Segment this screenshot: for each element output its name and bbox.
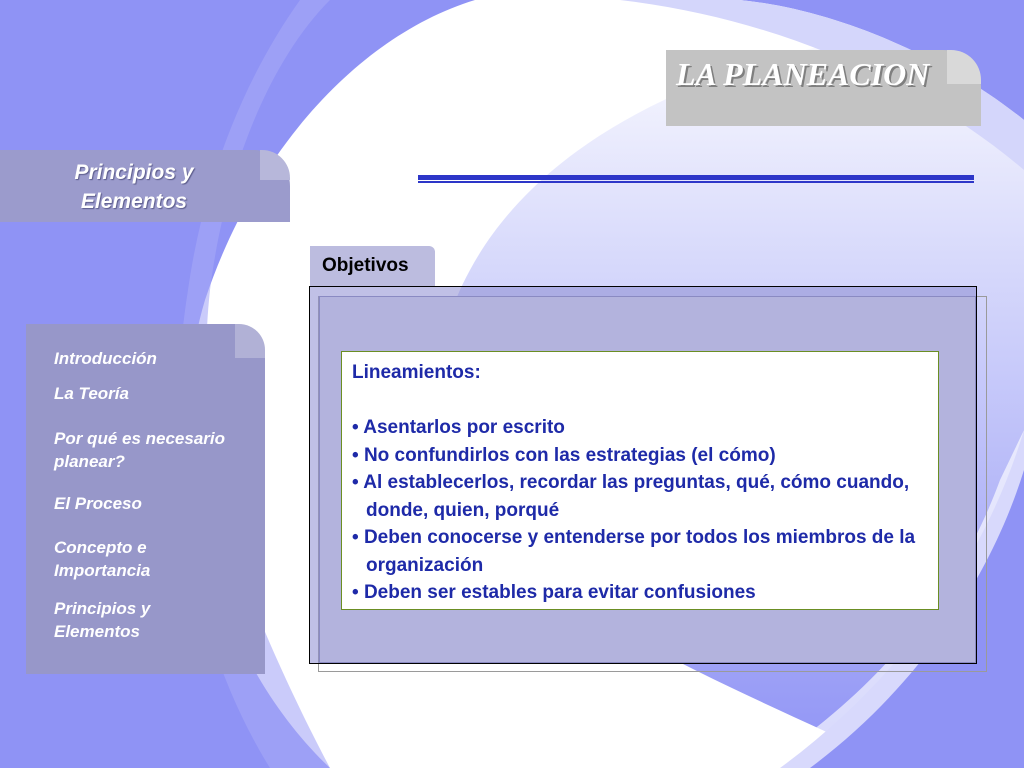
nav-item-label: La Teoría: [54, 384, 129, 403]
nav-item-label-line1: Principios y: [54, 599, 151, 618]
nav-item-label-line1: Concepto e: [54, 538, 147, 557]
objetivos-tab-label: Objetivos: [322, 255, 409, 276]
section-title: [0, 158, 268, 216]
list-item: [352, 579, 932, 607]
lineamientos-list: [352, 414, 932, 607]
list-item-text: Al establecerlos, recordar las preguntas, qué, cómo cuando, donde, quien, porqué: [363, 472, 910, 521]
nav-item-label-line1: Por qué es necesario: [54, 429, 226, 448]
section-title-line2: Elementos: [80, 190, 188, 213]
list-item: [352, 442, 932, 470]
list-item: [352, 524, 932, 579]
nav-item-concepto-importancia[interactable]: [54, 536, 150, 582]
section-title-line1: Principios y: [74, 161, 194, 184]
nav-item-por-que-planear[interactable]: [54, 427, 225, 473]
bullet-glyph: •: [352, 444, 359, 466]
nav-panel: [26, 324, 265, 674]
nav-item-introduccion[interactable]: [54, 347, 157, 370]
nav-item-principios-elementos[interactable]: [54, 597, 150, 643]
nav-item-label: Introducción: [54, 349, 157, 368]
nav-item-label-line2: Importancia: [54, 561, 151, 580]
lineamientos-heading: Lineamientos:: [352, 362, 481, 383]
nav-item-label: El Proceso: [54, 494, 142, 513]
objetivos-tab[interactable]: [310, 246, 435, 286]
nav-item-el-proceso[interactable]: [54, 492, 142, 515]
list-item-text: Deben ser estables para evitar confusiones: [363, 582, 756, 603]
bullet-glyph: •: [352, 472, 359, 493]
nav-item-label-line2: planear?: [54, 452, 125, 471]
title-divider-thin: [418, 181, 974, 183]
list-item-text: Asentarlos por escrito: [363, 417, 565, 438]
bullet-glyph: •: [352, 527, 359, 548]
list-item-text: Deben conocerse y entenderse por todos los miembros de la organización: [363, 527, 916, 576]
list-item: [352, 469, 932, 524]
nav-item-la-teoria[interactable]: [54, 382, 129, 405]
list-item-text: No confundirlos con las estrategias (el cómo): [363, 444, 776, 466]
bullet-glyph: •: [352, 582, 359, 603]
title-divider-thick: [418, 175, 974, 180]
bullet-glyph: •: [352, 417, 359, 438]
nav-item-label-line2: Elementos: [54, 622, 140, 641]
section-header: [0, 150, 290, 222]
lineamientos-box: [341, 351, 939, 610]
list-item: [352, 414, 932, 442]
title-box: [666, 50, 981, 126]
page-title: LA PLANEACION: [676, 56, 930, 92]
